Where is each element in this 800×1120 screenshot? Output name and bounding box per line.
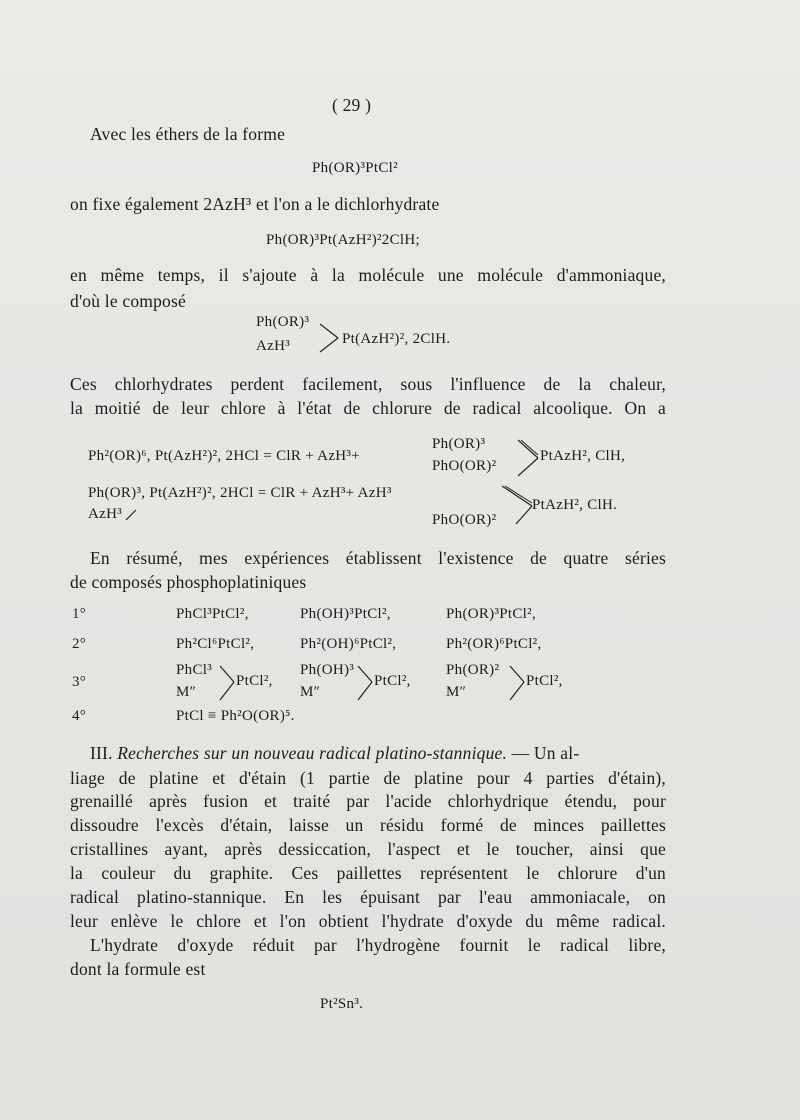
bond-line [124,506,138,522]
text-line: dissoudre l'excès d'étain, laisse un résidu formé de minces paillettes [70,815,666,835]
equation-right: PtAzH², ClH, [540,448,626,464]
section-heading-line [90,743,579,764]
equation-bottom: PhO(OR)² [432,458,497,474]
formula: Pt²Sn³. [320,996,364,1012]
series-number: 1° [72,606,87,622]
series-formula: Ph(OR)² [446,662,500,678]
text-line: on fixe également 2AzH³ et l'on a le dichlorhydrate [70,194,440,214]
text-line: de composés phosphoplatiniques [70,572,307,592]
section-continuation: — Un al- [511,743,580,763]
series-formula: PtCl², [374,673,411,689]
equation-bottom: PhO(OR)² [432,512,497,528]
text-line: leur enlève le chlore et l'on obtient l'hydrate d'oxyde du même radical. [70,911,666,931]
text-line: cristallines ayant, après dessiccation, l'aspect et le toucher, ainsi que [70,839,666,859]
formula: Ph(OR)³Pt(AzH²)²2ClH; [266,232,420,248]
bracket-lines [318,322,340,356]
text-line: liage de platine et d'étain (1 partie de platine pour 4 parties d'étain), [70,768,666,788]
series-number: 4° [72,708,87,724]
text-line: en même temps, il s'ajoute à la molécule une molécule d'ammoniaque, [70,265,666,285]
series-number: 3° [72,674,87,690]
text-line: la couleur du graphite. Ces paillettes représentent le chlorure d'un [70,863,666,883]
series-formula: PtCl², [236,673,273,689]
text-line: la moitié de leur chlore à l'état de chlorure de radical alcoolique. On a [70,398,666,418]
text-line: L'hydrate d'oxyde réduit par l'hydrogène fournit le radical libre, [90,935,666,955]
series-formula: Ph(OH)³PtCl², [300,606,391,622]
page-number: ( 29 ) [332,95,372,115]
section-number: III. [90,743,113,763]
bracket-lines [218,664,236,704]
series-formula: PtCl², [526,673,563,689]
bracket-lines [500,484,536,528]
series-formula: Ph(OH)³ [300,662,355,678]
series-formula: M″ [176,684,197,700]
text-line: radical platino-stannique. En les épuisant par l'eau ammoniacale, on [70,887,666,907]
series-formula: M″ [446,684,467,700]
text-line: En résumé, mes expériences établissent l'existence de quatre séries [90,548,666,568]
bracket-lines [516,438,540,478]
section-title: Recherches sur un nouveau radical platino-stannique. [117,743,508,763]
text-line: Ces chlorhydrates perdent facilement, sous l'influence de la chaleur, [70,374,666,394]
text-line: Avec les éthers de la forme [90,124,286,144]
series-formula: PtCl ≡ Ph²O(OR)⁵. [176,708,295,724]
formula-part: AzH³ [256,338,291,354]
series-formula: M″ [300,684,321,700]
series-formula: Ph²(OR)⁶PtCl², [446,636,542,652]
equation-top: Ph(OR)³ [432,436,486,452]
text-line: grenaillé après fusion et traité par l'acide chlorhydrique étendu, pour [70,791,666,811]
series-formula: PhCl³ [176,662,213,678]
series-formula: Ph²(OH)⁶PtCl², [300,636,397,652]
text-line: dont la formule est [70,959,206,979]
equation-sub: AzH³ [88,506,123,522]
series-formula: Ph²Cl⁶PtCl², [176,636,255,652]
formula-part: Pt(AzH²)², 2ClH. [342,331,451,347]
bracket-lines [508,664,526,704]
formula: Ph(OR)³PtCl² [312,160,398,176]
series-formula: PhCl³PtCl², [176,606,249,622]
text-line: d'où le composé [70,291,186,311]
equation-left: Ph(OR)³, Pt(AzH²)², 2HCl = ClR + AzH³+ AzH³ [88,485,392,501]
bracket-lines [356,664,374,704]
series-number: 2° [72,636,87,652]
equation-left: Ph²(OR)⁶, Pt(AzH²)², 2HCl = ClR + AzH³+ [88,448,360,464]
equation-right: PtAzH², ClH. [532,497,618,513]
formula-part: Ph(OR)³ [256,314,310,330]
series-formula: Ph(OR)³PtCl², [446,606,536,622]
